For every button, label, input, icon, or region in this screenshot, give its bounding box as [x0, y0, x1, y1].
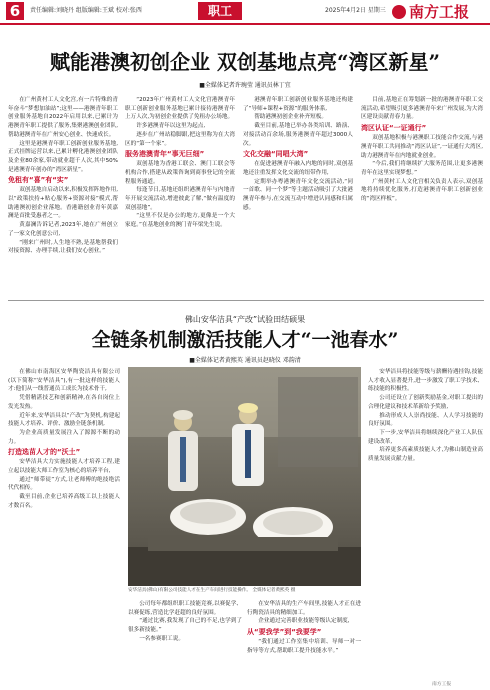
paragraph: 企业通过完善职业技能等级认定制度, — [258, 618, 350, 625]
headline-article-2: 全链条机制激活技能人才“一池春水” — [91, 329, 399, 351]
kicker-article-2: 佛山安华洁具“产改”试验田结硕果 — [184, 315, 306, 324]
paragraph: 目前,基地正在筹划新一批的港澳青年职工交流活动,希望吸引更多港澳青年来广州发展,为大湾区建设贡献青春力量。 — [361, 97, 483, 121]
paragraph: “我们通过工作室集中培训、导师一对一指导等方式,帮助职工提升技能水平。” — [247, 639, 361, 654]
byline-article-2: ■全媒体记者黄熙英 通讯员赵晓仪 邓韵清 — [189, 357, 301, 364]
issue-date: 2025年4月2日 星期三 — [325, 7, 386, 14]
paragraph: 一名参赛职工说。 — [139, 635, 184, 642]
paragraph: 在广州黄村工人文化宫,有一片特殊的青年奋斗“梦想加油站”;这里——港澳青年职工创业服务基地自2022年启用以来,已累计为港澳青年职工提供了服务,集聚港澳创业团队,帮助港澳青年在广州安心创业、快速成长。 — [8, 97, 118, 138]
paragraph: “今后,我们将继续扩大服务范围,让更多港澳青年在这里实现梦想。” — [361, 161, 483, 176]
page-footer-credit: 南方工报 — [432, 682, 452, 687]
article-1-column-4 — [361, 96, 483, 296]
paragraph: “2023年广州黄村工人文化宫港澳青年职工创新创业服务基地已累计接待港澳青年上万人次,为初创企业提供了免租办公场地。 — [125, 97, 235, 121]
paragraph: 黄嘉澜告诉记者,2023年,她在广州创立了一家文化创意公司, — [8, 222, 118, 237]
paragraph: 双创基地为香港工联会、澳门工联会等机构合作,搭建从政策咨询到商事登记的全流程服务通道。 — [125, 161, 235, 185]
subheading: 免租有“喜”有“实” — [8, 176, 69, 185]
paragraph: 双创基地自启动以来,积极发挥阵地作用,以“政策扶持+贴心服务+资源对接”模式,帮助港澳初创企业落地。香港籍创业青年黄嘉澜是首批受惠者之一。 — [8, 187, 118, 220]
subheading: 服务港澳青年“事无巨细” — [125, 150, 205, 159]
paragraph: “通过比赛,我发现了自己的不足,也学到了很多新技能。” — [128, 618, 242, 634]
article-2-column-3 — [247, 600, 361, 684]
headline-article-1: 赋能港澳初创企业 双创基地点亮“湾区新星” — [50, 50, 440, 74]
photo-image — [128, 367, 361, 586]
newspaper-masthead — [392, 1, 486, 21]
paragraph: 定期举办粤港澳青年文化交流活动,“同一首歌、同一个梦”等主题活动吸引了大批港澳青年参与,在交流互动中增进认同感和归属感。 — [243, 178, 353, 211]
page-header — [0, 0, 490, 22]
newspaper-name: 南方工报 — [409, 3, 470, 21]
paragraph: 公司还设立了创新奖励基金,对职工提出的合理化建议和技术革新给予奖励, — [368, 395, 483, 410]
paragraph: 培养更多高素质技能人才,为佛山制造业高质量发展贡献力量。 — [368, 447, 483, 463]
paragraph: 在安华洁具的生产车间里,技能人才正在进行陶瓷洁具的精细加工。 — [247, 601, 361, 616]
paragraph: 安华洁具将技能等级与薪酬待遇挂钩,技能人才收入显著提升,进一步激发了职工学技术、练技能的积极性。 — [368, 369, 483, 393]
paragraph: 安华洁具大力实施技能人才培养工程,建立起以技能大师工作室为核心的培养平台, — [8, 459, 120, 475]
paragraph: 每逢节日,基地还组织港澳青年与内地青年开展交流活动,增进彼此了解,“做有温度的双创基地”。 — [125, 187, 235, 211]
paragraph: 港澳青年职工创新创业服务基地还构建了“导师+课程+资源”的服务体系, — [243, 97, 353, 112]
header-rule — [0, 23, 490, 25]
paragraph: 许多港澳青年以这里为起点, — [136, 123, 206, 130]
subheading: 从“要我学”到“我要学” — [247, 628, 322, 637]
paragraph: 双创基地积极与港澳职工技能合作交流,与港澳青年职工共同推动“湾区认证”,一证通行大湾区,助力港澳青年在内地就业创业。 — [361, 135, 483, 159]
paragraph: 广州黄村工人文化宫相关负责人表示,双创基地将持续优化服务,打造港澳青年职工创新创业的“湾区样板”。 — [361, 178, 483, 203]
page-number: 6 — [6, 2, 24, 20]
article-1-column-3 — [243, 96, 353, 296]
subheading: 湾区认证“一证通行” — [361, 124, 427, 133]
paragraph: 通过“师带徒”方式,让老师傅的绝技绝活代代相传。 — [8, 476, 120, 492]
paragraph: “刚来广州时,人生地不熟,是基地帮我们对接资源、办理手续,让我们安心创业。” — [8, 239, 118, 255]
article-divider — [8, 300, 484, 301]
editor-credits: 责任编辑:刘晓丹 组版编辑:王斌 校对:张西 — [30, 7, 142, 14]
byline-article-1: ■全媒体记者许琬莹 通讯员林丁宜 — [199, 82, 291, 89]
masthead-logo-icon — [392, 5, 406, 19]
paragraph: 下一步,安华洁具将继续深化产业工人队伍建设改革, — [368, 429, 483, 445]
paragraph: 推动形成人人崇尚技能、人人学习技能的良好氛围。 — [368, 412, 483, 428]
news-photo — [128, 367, 361, 586]
article-1-column-1 — [8, 96, 118, 296]
article-2-column-2 — [128, 600, 242, 684]
subheading: 打造选苗人才的“沃土” — [8, 448, 81, 457]
paragraph: 凭借精湛技艺和创新精神,在各自岗位上发光发热。 — [8, 395, 120, 410]
article-1-column-2 — [125, 96, 235, 296]
paragraph: 截至目前,基地已举办各类培训、路演、对接活动百余场,服务港澳青年超过3000人次。 — [243, 123, 353, 147]
paragraph: “这里不仅是办公的地方,更像是一个大家庭。”在基地创业的澳门青年梁先生说。 — [125, 213, 235, 229]
article-2-column-4 — [368, 368, 483, 678]
paragraph: 在促进港澳青年融入内地的同时,双创基地还注重发挥文化交流的纽带作用, — [243, 161, 353, 176]
paragraph: 近年来,安华洁具以“产改”为契机,构建起技能人才培养、评价、激励全链条机制, — [8, 412, 120, 428]
paragraph: 在佛山市南海区安华陶瓷洁具有限公司(以下简称“安华洁具”),有一批这样的技能人才:他们从一线普通员工成长为技术骨干, — [8, 369, 120, 393]
subheading: 文化交融“同唱大湾” — [243, 150, 309, 159]
paragraph: 这里是港澳青年职工创新创业服务基地,正式挂牌运营以来,已累计孵化港澳创业团队及企业80余家,带动就业超千人次,其中50%是港澳青年创办的“湾区新星”。 — [8, 140, 118, 173]
paragraph: 帮助港澳初创企业补齐短板。 — [254, 114, 327, 121]
paragraph: 截至目前,企业已培养高级工以上技能人才数百名。 — [8, 494, 120, 509]
section-label: 职工 — [198, 2, 242, 20]
paragraph: 逐步在广州站稳脚跟,把这里称为在大湾区的“第一个家”。 — [125, 131, 235, 147]
photo-caption: 安华洁具(佛山)有限公司技能人才在生产车间进行技能操作。 全媒体记者黄熙英 摄 — [128, 588, 296, 593]
paragraph: 为企业高质量发展注入了源源不断的动力。 — [8, 429, 120, 445]
article-2-column-1 — [8, 368, 120, 684]
paragraph: 公司每年都组织职工技能竞赛,以赛促学、以赛促练,营造比学赶超的良好氛围。 — [128, 601, 242, 616]
